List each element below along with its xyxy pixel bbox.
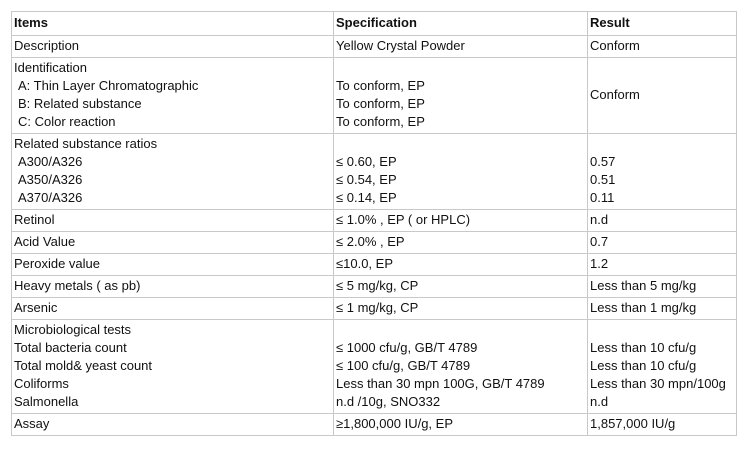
- spec-cell: [334, 134, 588, 210]
- item-cell: Heavy metals ( as pb): [12, 276, 334, 298]
- subitem: Coliforms: [14, 376, 69, 391]
- spec-line: Less than 30 mpn 100G, GB/T 4789: [336, 376, 545, 391]
- table-row: [12, 414, 737, 436]
- header-items: Items: [12, 12, 334, 36]
- group-title: Microbiological tests: [14, 322, 132, 337]
- header-specification: Specification: [334, 12, 588, 36]
- spec-line: n.d /10g, SNO332: [336, 394, 441, 409]
- group-title: Related substance ratios: [14, 136, 158, 151]
- subitem: A370/A326: [18, 190, 83, 205]
- spec-line: To conform, EP: [336, 114, 425, 129]
- spec-line: ≤ 0.14, EP: [336, 190, 397, 205]
- result-line: Less than 30 mpn/100g: [590, 376, 726, 391]
- item-cell: Description: [12, 36, 334, 58]
- table-row: [12, 298, 737, 320]
- spec-cell: ≤10.0, EP: [334, 254, 588, 276]
- item-cell: Retinol: [12, 210, 334, 232]
- result-cell: Conform: [588, 58, 737, 134]
- result-cell: Less than 5 mg/kg: [588, 276, 737, 298]
- subitem: B: Related substance: [18, 96, 142, 111]
- table-row: [12, 58, 737, 134]
- spec-cell: ≤ 2.0% , EP: [334, 232, 588, 254]
- table-row: [12, 320, 737, 414]
- spec-cell: [334, 58, 588, 134]
- result-cell: 0.7: [588, 232, 737, 254]
- table-row: [12, 232, 737, 254]
- item-cell: Peroxide value: [12, 254, 334, 276]
- subitem: A300/A326: [18, 154, 83, 169]
- item-cell: [12, 320, 334, 414]
- result-cell: [588, 134, 737, 210]
- table-row: [12, 210, 737, 232]
- table-row: [12, 254, 737, 276]
- result-line: 0.11: [590, 190, 615, 205]
- result-line: 0.57: [590, 154, 616, 169]
- spec-line: ≤ 1000 cfu/g, GB/T 4789: [336, 340, 478, 355]
- table-row: [12, 36, 737, 58]
- spec-cell: Yellow Crystal Powder: [334, 36, 588, 58]
- subitem: Salmonella: [14, 394, 79, 409]
- spec-cell: ≤ 1 mg/kg, CP: [334, 298, 588, 320]
- spec-cell: ≤ 5 mg/kg, CP: [334, 276, 588, 298]
- item-cell: [12, 134, 334, 210]
- result-line: n.d: [590, 394, 609, 409]
- result-cell: 1,857,000 IU/g: [588, 414, 737, 436]
- subitem: A: Thin Layer Chromatographic: [18, 78, 199, 93]
- spec-line: ≤ 0.54, EP: [336, 172, 397, 187]
- result-cell: Conform: [588, 36, 737, 58]
- item-cell: Assay: [12, 414, 334, 436]
- spec-line: ≤ 100 cfu/g, GB/T 4789: [336, 358, 471, 373]
- spec-cell: ≤ 1.0% , EP ( or HPLC): [334, 210, 588, 232]
- subitem: Total mold& yeast count: [14, 358, 153, 373]
- subitem: C: Color reaction: [18, 114, 116, 129]
- result-cell: n.d: [588, 210, 737, 232]
- group-title: Identification: [14, 60, 87, 75]
- subitem: A350/A326: [18, 172, 83, 187]
- item-cell: Acid Value: [12, 232, 334, 254]
- item-cell: [12, 58, 334, 134]
- subitem: Total bacteria count: [14, 340, 127, 355]
- result-cell: Less than 1 mg/kg: [588, 298, 737, 320]
- spec-line: To conform, EP: [336, 96, 425, 111]
- table-row: [12, 276, 737, 298]
- item-cell: Arsenic: [12, 298, 334, 320]
- specification-table: [11, 11, 737, 436]
- result-line: 0.51: [590, 172, 616, 187]
- result-cell: 1.2: [588, 254, 737, 276]
- header-row: [12, 12, 737, 36]
- result-line: Less than 10 cfu/g: [590, 358, 697, 373]
- spec-cell: [334, 320, 588, 414]
- spec-line: To conform, EP: [336, 78, 425, 93]
- spec-line: ≤ 0.60, EP: [336, 154, 397, 169]
- result-line: Less than 10 cfu/g: [590, 340, 697, 355]
- header-result: Result: [588, 12, 737, 36]
- spec-cell: ≥1,800,000 IU/g, EP: [334, 414, 588, 436]
- table-row: [12, 134, 737, 210]
- result-cell: [588, 320, 737, 414]
